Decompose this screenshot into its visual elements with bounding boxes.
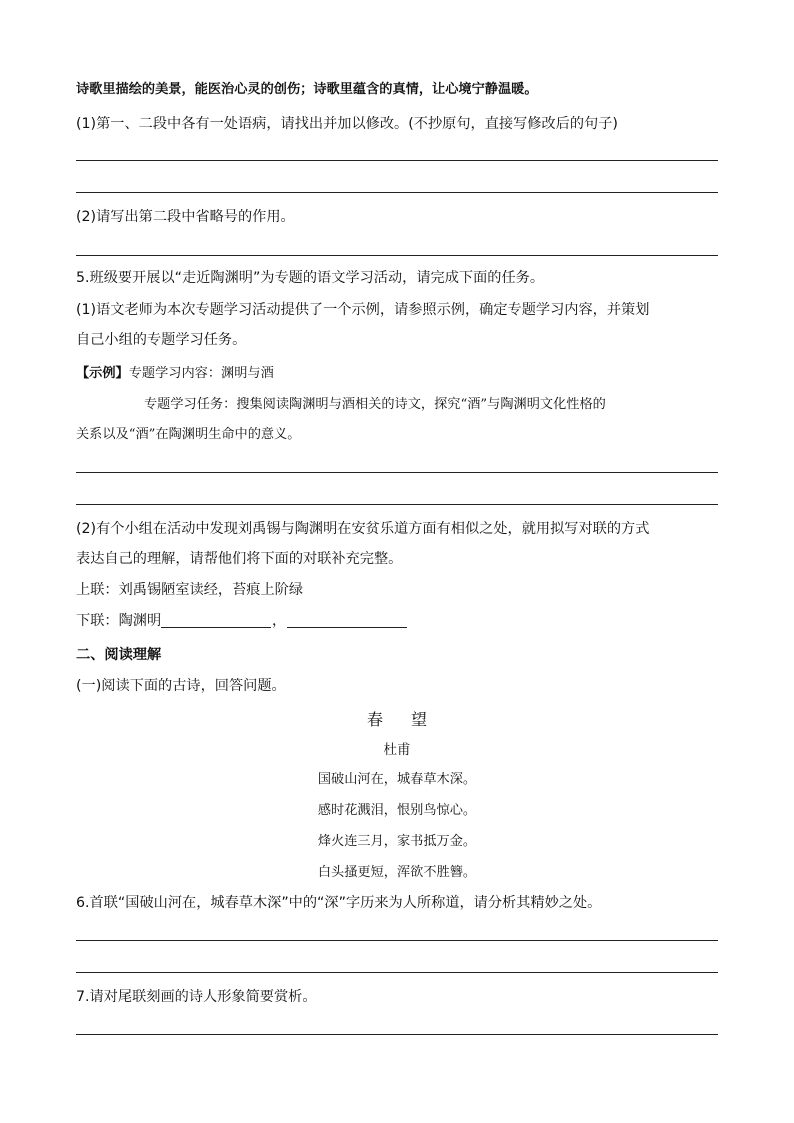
answer-line	[76, 255, 718, 256]
question-5-2-line1: (2)有个小组在活动中发现刘禹锡与陶渊明在安贫乐道方面有相似之处，就用拟写对联的方式	[76, 521, 650, 537]
question-6: 6.首联“国破山河在，城春草木深”中的“深”字历来为人所称道，请分析其精妙之处。	[76, 895, 602, 911]
answer-line	[76, 160, 718, 161]
question-5-1-line2: 自己小组的专题学习任务。	[76, 332, 247, 348]
section-heading: 二、阅读理解	[76, 647, 162, 663]
question-5-2-line2: 表达自己的理解，请帮他们将下面的对联补充完整。	[76, 551, 403, 567]
intro-line: 诗歌里描绘的美景，能医治心灵的创伤；诗歌里蕴含的真情，让心境宁静温暖。	[76, 82, 538, 97]
poem-title	[0, 707, 794, 730]
example-task-line1: 专题学习任务：搜集阅读陶渊明与酒相关的诗文，探究“酒”与陶渊明文化性格的	[144, 397, 606, 412]
question-5-1-line1: (1)语文老师为本次专题学习活动提供了一个示例，请参照示例，确定专题学习内容，并策划	[76, 302, 650, 318]
couplet-lower	[76, 611, 407, 631]
poem-line: 白头搔更短，浑欲不胜簪。	[317, 865, 477, 880]
question-4-2: (2)请写出第二段中省略号的作用。	[76, 209, 295, 225]
couplet-lower-prefix: 下联：陶渊明	[76, 613, 162, 629]
poem-title-char-2: 望	[411, 710, 428, 729]
couplet-separator: ，	[272, 613, 287, 629]
answer-line	[76, 972, 718, 973]
poem-line: 烽火连三月，家书抵万金。	[317, 834, 477, 849]
poem-title-char-1: 春	[366, 710, 383, 729]
example-task-line2: 关系以及“酒”在陶渊明生命中的意义。	[76, 427, 301, 442]
answer-line	[76, 940, 718, 941]
answer-line	[76, 1034, 718, 1035]
subsection-heading: (一)阅读下面的古诗，回答问题。	[76, 678, 286, 694]
answer-line	[76, 472, 718, 473]
example-block	[76, 364, 274, 384]
question-4-1: (1)第一、二段中各有一处语病，请找出并加以修改。(不抄原句，直接写修改后的句子)	[76, 116, 618, 132]
poem-line: 国破山河在，城春草木深。	[317, 772, 477, 787]
answer-line	[76, 192, 718, 193]
couplet-upper: 上联：刘禹锡陋室读经，苔痕上阶绿	[76, 582, 304, 598]
poem-author: 杜甫	[383, 742, 411, 758]
couplet-blank-2[interactable]	[287, 611, 407, 628]
poem-line: 感时花溅泪，恨别鸟惊心。	[317, 803, 477, 818]
question-5-intro: 5.班级要开展以“走近陶渊明”为专题的语文学习活动，请完成下面的任务。	[76, 270, 545, 286]
couplet-blank-1[interactable]	[161, 611, 271, 628]
example-label: 【示例】	[76, 366, 129, 381]
example-content: 专题学习内容：渊明与酒	[128, 366, 274, 381]
answer-line	[76, 504, 718, 505]
question-7: 7.请对尾联刻画的诗人形象简要赏析。	[76, 989, 317, 1005]
